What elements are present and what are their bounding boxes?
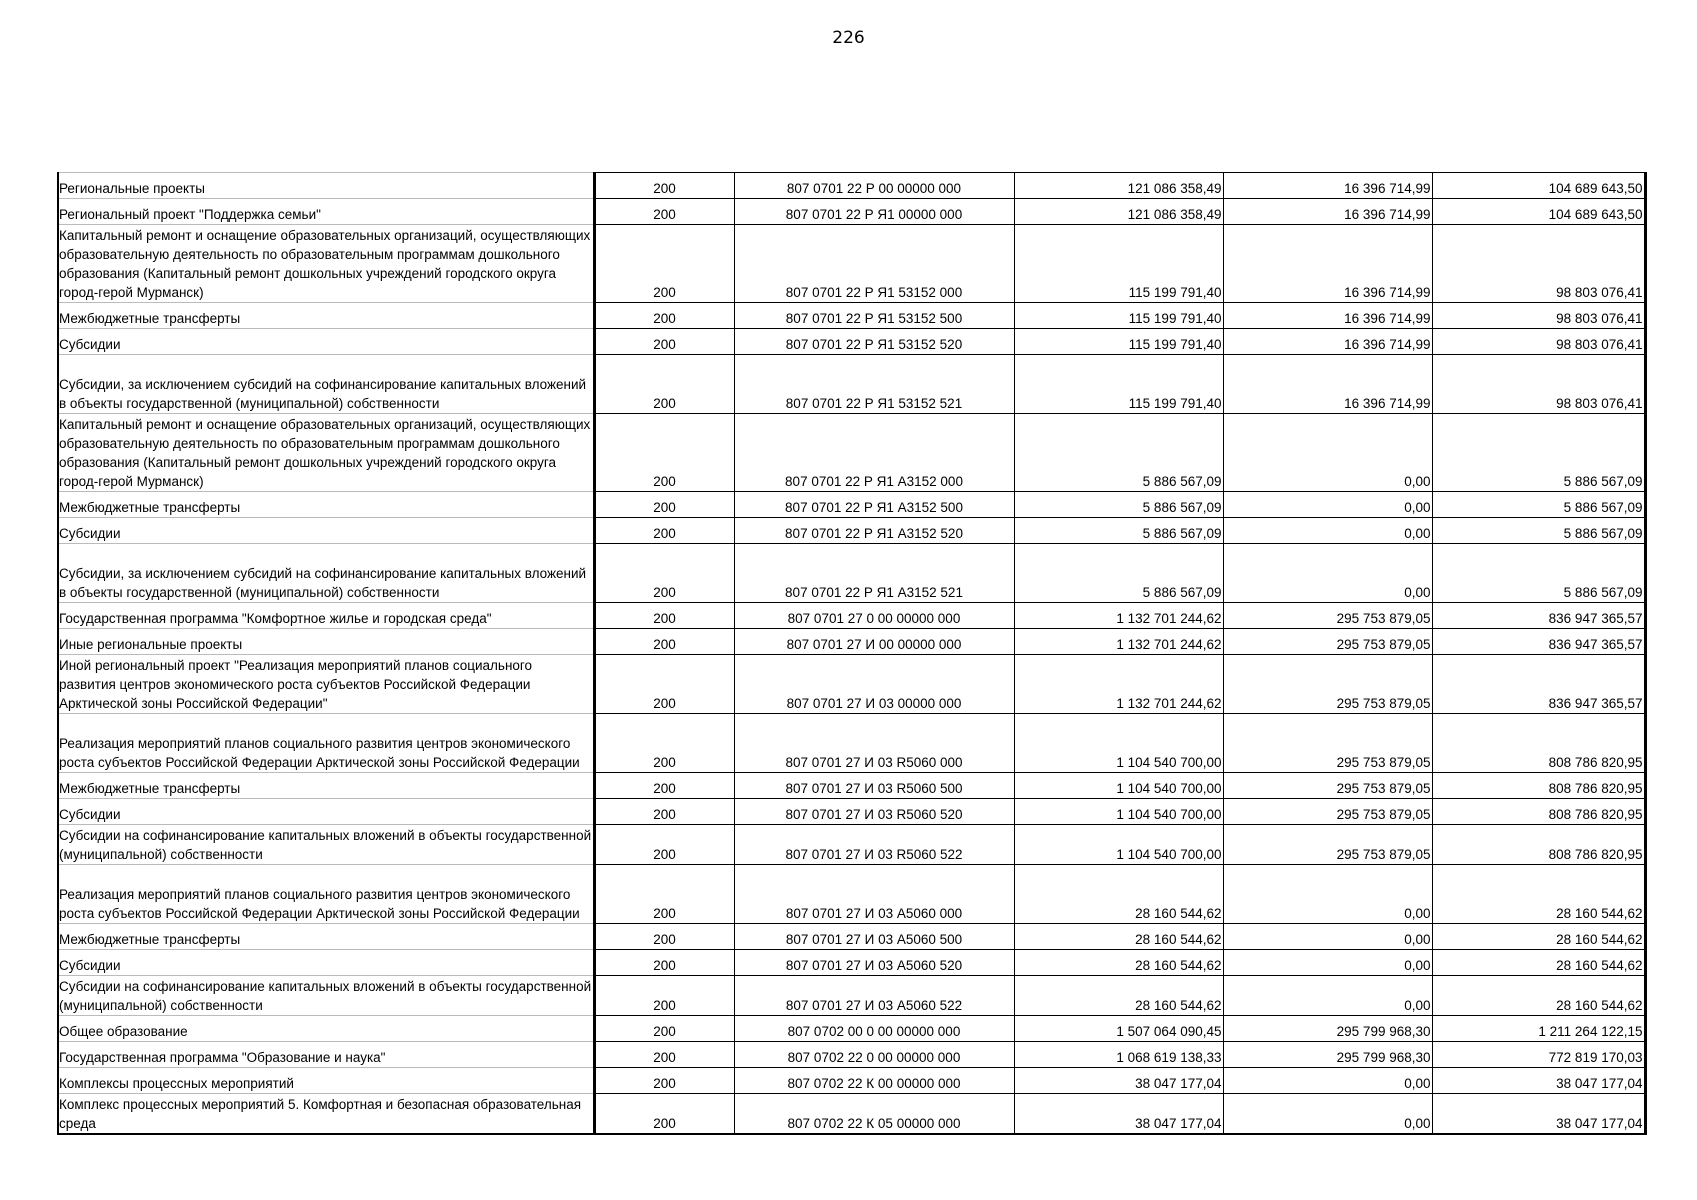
row-description: Капитальный ремонт и оснащение образовательных организаций, осуществляющих образовательную деятельность по образовательным программам дошкольного образования (Капитальный ремонт дошкольных учреждений городского округа город-герой Мурманск) — [58, 414, 594, 492]
row-amount-1: 115 199 791,40 — [1014, 329, 1223, 355]
row-admin-code: 200 — [594, 173, 734, 199]
row-budget-classification-code: 807 0701 22 Р 00 00000 000 — [734, 173, 1014, 199]
row-admin-code: 200 — [594, 1016, 734, 1042]
row-budget-classification-code: 807 0701 27 И 03 R5060 520 — [734, 799, 1014, 825]
row-amount-2: 295 753 879,05 — [1223, 799, 1432, 825]
row-amount-2: 295 753 879,05 — [1223, 825, 1432, 865]
row-admin-code: 200 — [594, 773, 734, 799]
table-row — [58, 773, 1645, 799]
table-row — [58, 355, 1645, 414]
row-admin-code: 200 — [594, 603, 734, 629]
row-amount-1: 121 086 358,49 — [1014, 199, 1223, 225]
row-admin-code: 200 — [594, 825, 734, 865]
row-amount-3: 28 160 544,62 — [1432, 976, 1645, 1016]
row-amount-3: 808 786 820,95 — [1432, 825, 1645, 865]
row-description: Субсидии на софинансирование капитальных вложений в объекты государственной (муниципальной) собственности — [58, 976, 594, 1016]
row-amount-1: 28 160 544,62 — [1014, 976, 1223, 1016]
row-amount-3: 808 786 820,95 — [1432, 714, 1645, 773]
row-amount-2: 295 753 879,05 — [1223, 714, 1432, 773]
row-budget-classification-code: 807 0701 27 И 03 R5060 522 — [734, 825, 1014, 865]
row-admin-code: 200 — [594, 518, 734, 544]
row-budget-classification-code: 807 0701 27 И 03 R5060 000 — [734, 714, 1014, 773]
row-budget-classification-code: 807 0701 27 И 00 00000 000 — [734, 629, 1014, 655]
row-description: Региональные проекты — [58, 173, 594, 199]
row-amount-2: 16 396 714,99 — [1223, 199, 1432, 225]
row-amount-1: 1 104 540 700,00 — [1014, 825, 1223, 865]
row-budget-classification-code: 807 0701 22 Р Я1 53152 500 — [734, 303, 1014, 329]
row-amount-2: 16 396 714,99 — [1223, 225, 1432, 303]
row-description: Иной региональный проект "Реализация мероприятий планов социального развития центров экономического роста субъектов Российской Федерации Арктической зоны Российской Федерации" — [58, 655, 594, 714]
row-admin-code: 200 — [594, 714, 734, 773]
row-description: Субсидии — [58, 518, 594, 544]
row-amount-2: 0,00 — [1223, 414, 1432, 492]
row-budget-classification-code: 807 0701 27 И 03 А5060 500 — [734, 924, 1014, 950]
row-amount-1: 1 104 540 700,00 — [1014, 799, 1223, 825]
row-admin-code: 200 — [594, 492, 734, 518]
row-amount-3: 808 786 820,95 — [1432, 773, 1645, 799]
row-amount-1: 115 199 791,40 — [1014, 303, 1223, 329]
row-amount-1: 28 160 544,62 — [1014, 950, 1223, 976]
row-admin-code: 200 — [594, 1094, 734, 1134]
row-admin-code: 200 — [594, 303, 734, 329]
row-budget-classification-code: 807 0701 27 И 03 А5060 000 — [734, 865, 1014, 924]
row-description: Межбюджетные трансферты — [58, 773, 594, 799]
row-admin-code: 200 — [594, 414, 734, 492]
row-amount-3: 5 886 567,09 — [1432, 414, 1645, 492]
row-budget-classification-code: 807 0701 27 И 03 00000 000 — [734, 655, 1014, 714]
row-budget-classification-code: 807 0702 22 К 00 00000 000 — [734, 1068, 1014, 1094]
row-admin-code: 200 — [594, 544, 734, 603]
row-amount-1: 38 047 177,04 — [1014, 1068, 1223, 1094]
row-amount-2: 295 753 879,05 — [1223, 629, 1432, 655]
table-row — [58, 544, 1645, 603]
row-admin-code: 200 — [594, 199, 734, 225]
row-amount-3: 98 803 076,41 — [1432, 329, 1645, 355]
row-amount-3: 836 947 365,57 — [1432, 629, 1645, 655]
row-description: Субсидии на софинансирование капитальных вложений в объекты государственной (муниципальной) собственности — [58, 825, 594, 865]
row-amount-2: 16 396 714,99 — [1223, 329, 1432, 355]
row-admin-code: 200 — [594, 1042, 734, 1068]
row-amount-2: 0,00 — [1223, 924, 1432, 950]
row-admin-code: 200 — [594, 629, 734, 655]
table-row — [58, 173, 1645, 199]
row-amount-3: 28 160 544,62 — [1432, 924, 1645, 950]
row-amount-3: 104 689 643,50 — [1432, 173, 1645, 199]
table-row — [58, 825, 1645, 865]
row-amount-1: 1 132 701 244,62 — [1014, 655, 1223, 714]
row-amount-2: 0,00 — [1223, 865, 1432, 924]
row-amount-2: 16 396 714,99 — [1223, 355, 1432, 414]
row-amount-2: 0,00 — [1223, 1068, 1432, 1094]
row-admin-code: 200 — [594, 976, 734, 1016]
page-number: 226 — [832, 28, 865, 48]
row-description: Общее образование — [58, 1016, 594, 1042]
row-amount-2: 295 753 879,05 — [1223, 655, 1432, 714]
row-description: Субсидии, за исключением субсидий на софинансирование капитальных вложений в объекты государственной (муниципальной) собственности — [58, 544, 594, 603]
row-description: Реализация мероприятий планов социального развития центров экономического роста субъектов Российской Федерации Арктической зоны Российской Федерации — [58, 714, 594, 773]
row-budget-classification-code: 807 0701 22 Р Я1 53152 520 — [734, 329, 1014, 355]
row-admin-code: 200 — [594, 655, 734, 714]
table-row — [58, 603, 1645, 629]
table-row — [58, 1016, 1645, 1042]
row-description: Межбюджетные трансферты — [58, 924, 594, 950]
row-budget-classification-code: 807 0701 27 0 00 00000 000 — [734, 603, 1014, 629]
row-amount-1: 121 086 358,49 — [1014, 173, 1223, 199]
row-amount-3: 772 819 170,03 — [1432, 1042, 1645, 1068]
row-amount-2: 295 753 879,05 — [1223, 603, 1432, 629]
budget-table-body — [58, 173, 1645, 1134]
row-amount-1: 1 507 064 090,45 — [1014, 1016, 1223, 1042]
row-description: Межбюджетные трансферты — [58, 303, 594, 329]
row-budget-classification-code: 807 0701 22 Р Я1 А3152 500 — [734, 492, 1014, 518]
row-description: Иные региональные проекты — [58, 629, 594, 655]
row-description: Комплексы процессных мероприятий — [58, 1068, 594, 1094]
table-row — [58, 629, 1645, 655]
row-description: Субсидии, за исключением субсидий на софинансирование капитальных вложений в объекты государственной (муниципальной) собственности — [58, 355, 594, 414]
row-admin-code: 200 — [594, 1068, 734, 1094]
table-row — [58, 329, 1645, 355]
row-amount-3: 28 160 544,62 — [1432, 950, 1645, 976]
row-amount-1: 28 160 544,62 — [1014, 865, 1223, 924]
row-budget-classification-code: 807 0702 22 0 00 00000 000 — [734, 1042, 1014, 1068]
row-amount-3: 5 886 567,09 — [1432, 544, 1645, 603]
row-admin-code: 200 — [594, 865, 734, 924]
row-amount-1: 1 104 540 700,00 — [1014, 773, 1223, 799]
budget-table — [57, 172, 1647, 1135]
row-amount-3: 98 803 076,41 — [1432, 303, 1645, 329]
row-description: Субсидии — [58, 329, 594, 355]
row-description: Государственная программа "Образование и наука" — [58, 1042, 594, 1068]
row-amount-2: 0,00 — [1223, 976, 1432, 1016]
row-amount-2: 295 753 879,05 — [1223, 773, 1432, 799]
table-row — [58, 1042, 1645, 1068]
table-row — [58, 199, 1645, 225]
row-description: Комплекс процессных мероприятий 5. Комфортная и безопасная образовательная среда — [58, 1094, 594, 1134]
row-budget-classification-code: 807 0701 27 И 03 R5060 500 — [734, 773, 1014, 799]
row-admin-code: 200 — [594, 225, 734, 303]
row-admin-code: 200 — [594, 924, 734, 950]
row-amount-3: 38 047 177,04 — [1432, 1068, 1645, 1094]
table-row — [58, 1094, 1645, 1134]
row-amount-1: 5 886 567,09 — [1014, 518, 1223, 544]
row-amount-1: 5 886 567,09 — [1014, 414, 1223, 492]
row-amount-3: 38 047 177,04 — [1432, 1094, 1645, 1134]
row-budget-classification-code: 807 0701 27 И 03 А5060 520 — [734, 950, 1014, 976]
row-amount-1: 1 104 540 700,00 — [1014, 714, 1223, 773]
row-amount-2: 16 396 714,99 — [1223, 303, 1432, 329]
row-amount-3: 104 689 643,50 — [1432, 199, 1645, 225]
row-amount-3: 5 886 567,09 — [1432, 492, 1645, 518]
table-row — [58, 655, 1645, 714]
row-description: Субсидии — [58, 799, 594, 825]
row-budget-classification-code: 807 0701 22 Р Я1 А3152 520 — [734, 518, 1014, 544]
row-amount-2: 0,00 — [1223, 950, 1432, 976]
row-admin-code: 200 — [594, 799, 734, 825]
table-row — [58, 714, 1645, 773]
row-amount-3: 1 211 264 122,15 — [1432, 1016, 1645, 1042]
row-admin-code: 200 — [594, 329, 734, 355]
row-amount-3: 98 803 076,41 — [1432, 355, 1645, 414]
row-budget-classification-code: 807 0701 22 Р Я1 53152 000 — [734, 225, 1014, 303]
row-budget-classification-code: 807 0701 27 И 03 А5060 522 — [734, 976, 1014, 1016]
row-amount-2: 0,00 — [1223, 1094, 1432, 1134]
row-amount-3: 808 786 820,95 — [1432, 799, 1645, 825]
row-description: Межбюджетные трансферты — [58, 492, 594, 518]
row-description: Государственная программа "Комфортное жилье и городская среда" — [58, 603, 594, 629]
row-amount-2: 0,00 — [1223, 544, 1432, 603]
row-budget-classification-code: 807 0702 00 0 00 00000 000 — [734, 1016, 1014, 1042]
row-budget-classification-code: 807 0701 22 Р Я1 А3152 000 — [734, 414, 1014, 492]
row-amount-1: 115 199 791,40 — [1014, 355, 1223, 414]
row-amount-2: 295 799 968,30 — [1223, 1016, 1432, 1042]
table-row — [58, 492, 1645, 518]
row-budget-classification-code: 807 0701 22 Р Я1 00000 000 — [734, 199, 1014, 225]
table-row — [58, 950, 1645, 976]
row-amount-1: 1 068 619 138,33 — [1014, 1042, 1223, 1068]
row-amount-3: 98 803 076,41 — [1432, 225, 1645, 303]
row-amount-1: 115 199 791,40 — [1014, 225, 1223, 303]
row-description: Региональный проект "Поддержка семьи" — [58, 199, 594, 225]
row-budget-classification-code: 807 0702 22 К 05 00000 000 — [734, 1094, 1014, 1134]
row-amount-3: 836 947 365,57 — [1432, 603, 1645, 629]
table-row — [58, 924, 1645, 950]
row-amount-1: 5 886 567,09 — [1014, 544, 1223, 603]
row-description: Реализация мероприятий планов социального развития центров экономического роста субъектов Российской Федерации Арктической зоны Российской Федерации — [58, 865, 594, 924]
row-budget-classification-code: 807 0701 22 Р Я1 53152 521 — [734, 355, 1014, 414]
row-amount-2: 16 396 714,99 — [1223, 173, 1432, 199]
row-admin-code: 200 — [594, 355, 734, 414]
table-row — [58, 865, 1645, 924]
row-description: Субсидии — [58, 950, 594, 976]
row-amount-2: 295 799 968,30 — [1223, 1042, 1432, 1068]
row-amount-3: 5 886 567,09 — [1432, 518, 1645, 544]
row-amount-1: 5 886 567,09 — [1014, 492, 1223, 518]
table-row — [58, 225, 1645, 303]
row-budget-classification-code: 807 0701 22 Р Я1 А3152 521 — [734, 544, 1014, 603]
row-description: Капитальный ремонт и оснащение образовательных организаций, осуществляющих образовательную деятельность по образовательным программам дошкольного образования (Капитальный ремонт дошкольных учреждений городского округа город-герой Мурманск) — [58, 225, 594, 303]
row-amount-3: 836 947 365,57 — [1432, 655, 1645, 714]
row-admin-code: 200 — [594, 950, 734, 976]
row-amount-3: 28 160 544,62 — [1432, 865, 1645, 924]
row-amount-1: 1 132 701 244,62 — [1014, 603, 1223, 629]
row-amount-2: 0,00 — [1223, 492, 1432, 518]
row-amount-1: 1 132 701 244,62 — [1014, 629, 1223, 655]
row-amount-1: 28 160 544,62 — [1014, 924, 1223, 950]
row-amount-1: 38 047 177,04 — [1014, 1094, 1223, 1134]
table-row — [58, 799, 1645, 825]
table-row — [58, 303, 1645, 329]
table-row — [58, 518, 1645, 544]
row-amount-2: 0,00 — [1223, 518, 1432, 544]
table-row — [58, 1068, 1645, 1094]
table-row — [58, 976, 1645, 1016]
table-row — [58, 414, 1645, 492]
